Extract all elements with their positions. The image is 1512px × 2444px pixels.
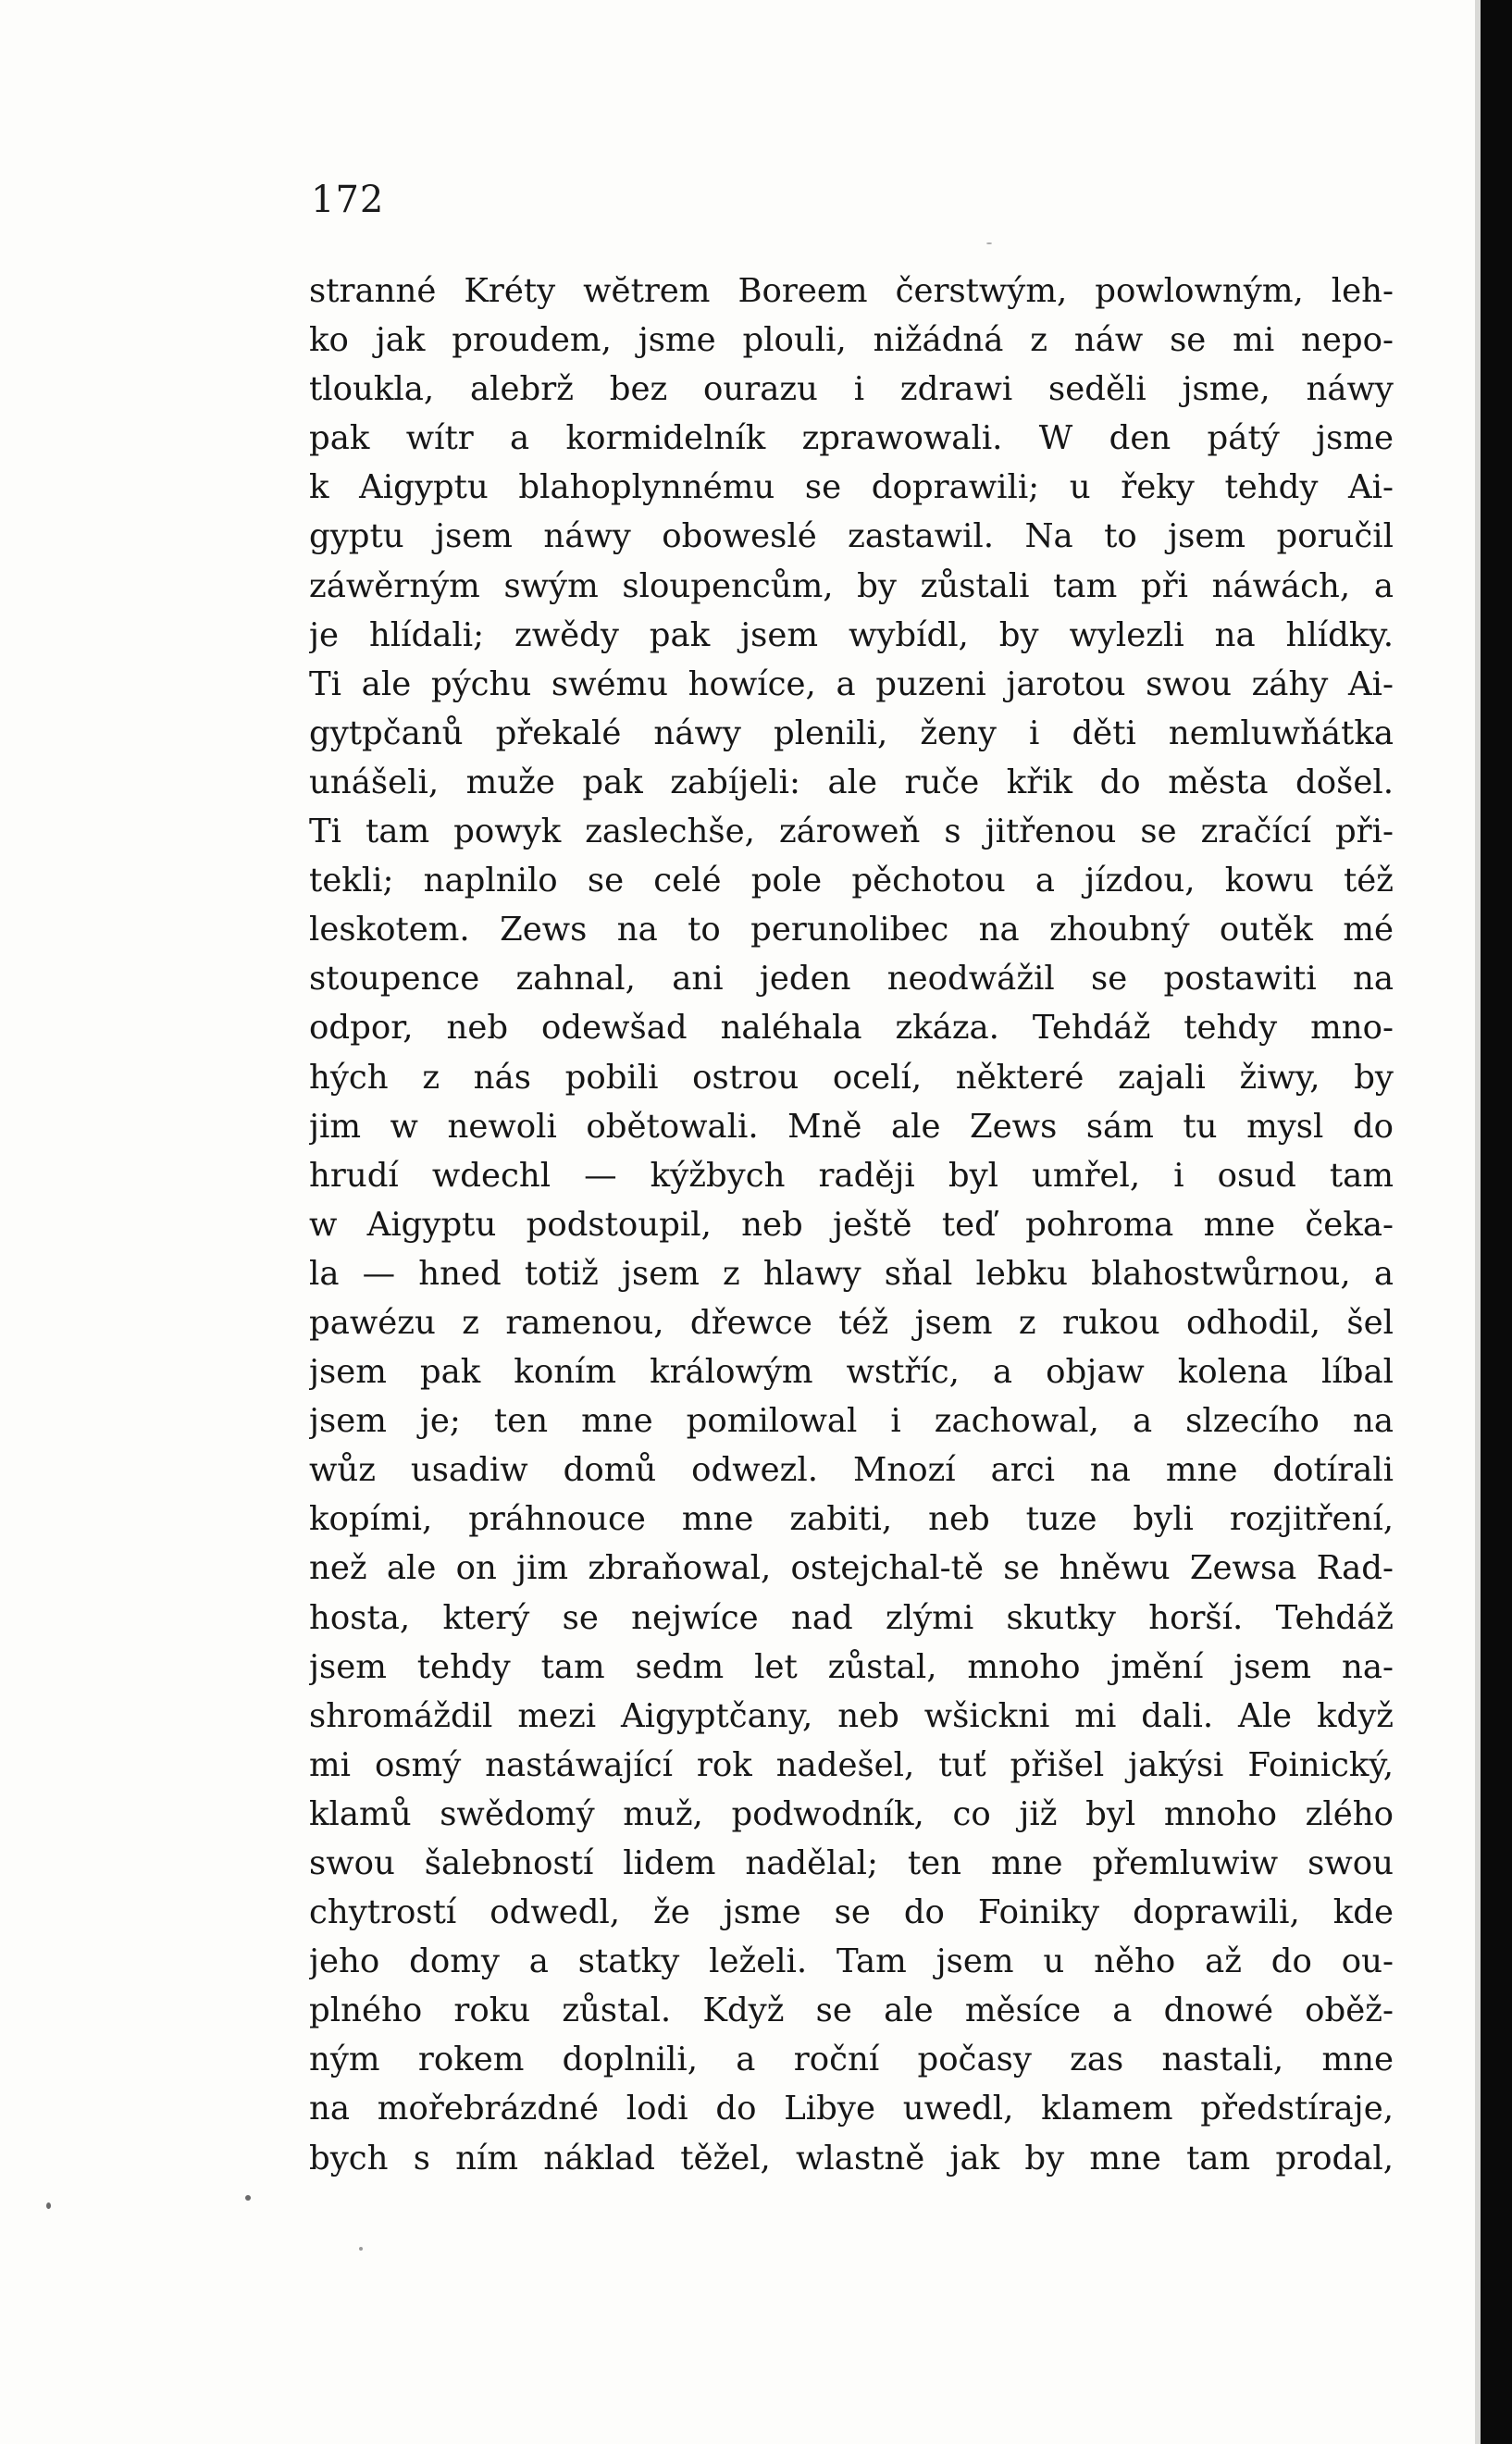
- text-line: swou šalebností lidem nadělal; ten mne přemluwiw swou: [309, 1844, 1394, 1882]
- body-text: [309, 267, 1394, 2183]
- text-line: pawézu z ramenou, dřewce též jsem z rukou odhodil, šel: [309, 1303, 1394, 1342]
- text-line: ným rokem doplnili, a roční počasy zas nastali, mne: [309, 2041, 1394, 2079]
- text-line: shromáždil mezi Aigyptčany, neb wšickni mi dali. Ale když: [309, 1696, 1394, 1735]
- text-line: stoupence zahnal, ani jeden neodwážil se postawiti na: [309, 960, 1394, 999]
- text-line: leskotem. Zews na to perunolibec na zhoubný outěk mé: [309, 911, 1394, 949]
- text-line: záwěrným swým sloupencům, by zůstali tam při náwách, a: [309, 566, 1394, 605]
- text-line: jsem je; ten mne pomilowal i zachowal, a slzecího na: [309, 1402, 1394, 1441]
- text-line: wůz usadiw domů odwezl. Mnozí arci na mne dotírali: [309, 1451, 1394, 1490]
- text-line: la — hned totiž jsem z hlawy sňal lebku blahostwůrnou, a: [309, 1254, 1394, 1293]
- scan-speck: [245, 2195, 251, 2201]
- text-line: stranné Kréty wĕtrem Boreem čerstwým, powlowným, leh-: [309, 272, 1394, 310]
- text-line: mi osmý nastáwající rok nadešel, tuť přišel jakýsi Foinický,: [309, 1745, 1394, 1784]
- text-line: w Aigyptu podstoupil, neb ještě teď pohroma mne čeka-: [309, 1205, 1394, 1244]
- text-line: klamů swědomý muž, podwodník, co již byl mnoho zlého: [309, 1794, 1394, 1833]
- text-line: hých z nás pobili ostrou ocelí, některé zajali žiwy, by: [309, 1058, 1394, 1097]
- text-line: kopími, práhnouce mne zabiti, neb tuze byli rozjitření,: [309, 1500, 1394, 1539]
- text-line: tloukla, alebrž bez ourazu i zdrawi seděli jsme, náwy: [309, 370, 1394, 409]
- text-line: bych s ním náklad těžel, wlastně jak by mne tam prodal,: [309, 2139, 1394, 2177]
- text-line: ko jak proudem, jsme plouli, nižádná z náw se mi nepo-: [309, 321, 1394, 360]
- text-line: plného roku zůstal. Když se ale měsíce a dnowé oběž-: [309, 1991, 1394, 2030]
- text-line: je hlídali; zwědy pak jsem wybídl, by wylezli na hlídky.: [309, 615, 1394, 654]
- scan-speck: [986, 242, 992, 244]
- text-line: než ale on jim zbraňowal, ostejchal-tě se hněwu Zewsa Rad-: [309, 1549, 1394, 1588]
- text-line: unášeli, muže pak zabíjeli: ale ruče křik do města došel.: [309, 763, 1394, 801]
- text-line: na mořebrázdné lodi do Libye uwedl, klamem předstíraje,: [309, 2090, 1394, 2128]
- scan-speck: [359, 2247, 363, 2251]
- scan-speck: [46, 2202, 51, 2209]
- text-line: odpor, neb odewšad naléhala zkáza. Tehdáž tehdy mno-: [309, 1009, 1394, 1048]
- text-line: jim w newoli obětowali. Mně ale Zews sám tu mysl do: [309, 1107, 1394, 1146]
- text-line: hosta, který se nejwíce nad zlými skutky horší. Tehdáž: [309, 1598, 1394, 1637]
- text-line: pak wítr a kormidelník zprawowali. W den pátý jsme: [309, 419, 1394, 458]
- page-number: 172: [311, 179, 385, 221]
- text-line: chytrostí odwedl, že jsme se do Foiniky doprawili, kde: [309, 1893, 1394, 1932]
- text-line: jsem pak koním králowým wstříc, a objaw kolena líbal: [309, 1353, 1394, 1392]
- text-line: k Aigyptu blahoplynnému se doprawili; u řeky tehdy Ai-: [309, 468, 1394, 507]
- text-line: Ti ale pýchu swému howíce, a puzeni jarotou swou záhy Ai-: [309, 664, 1394, 703]
- text-line: tekli; naplnilo se celé pole pěchotou a jízdou, kowu též: [309, 862, 1394, 900]
- text-line: jsem tehdy tam sedm let zůstal, mnoho jmění jsem na-: [309, 1647, 1394, 1686]
- text-line: gyptu jsem náwy oboweslé zastawil. Na to jsem poručil: [309, 517, 1394, 556]
- text-line: jeho domy a statky leželi. Tam jsem u něho až do ou-: [309, 1942, 1394, 1981]
- text-line: gytpčanů překalé náwy plenili, ženy i děti nemluwňátka: [309, 713, 1394, 752]
- text-line: Ti tam powyk zaslechše, zároweň s jitřenou se zračící při-: [309, 813, 1394, 851]
- scan-dark-border: [1481, 0, 1512, 2444]
- text-line: hrudí wdechl — kýžbych raději byl umřel, i osud tam: [309, 1156, 1394, 1195]
